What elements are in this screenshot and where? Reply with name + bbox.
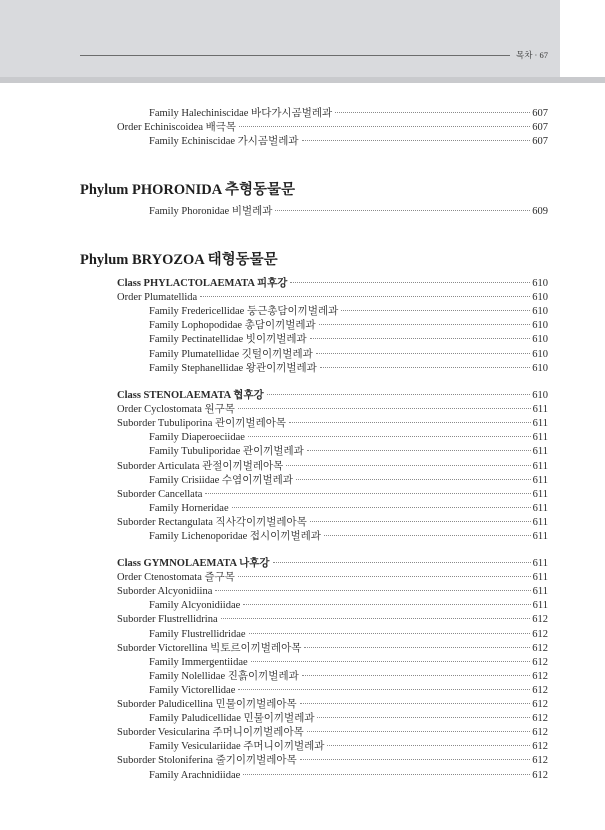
toc-entry-page: 610 bbox=[532, 362, 548, 374]
toc-entry[interactable] bbox=[149, 305, 548, 318]
toc-entry-label: Family Echiniscidae 가시곰벌레과 bbox=[149, 136, 299, 148]
toc-entry-label: Family Plumatellidae 깃털이끼벌레과 bbox=[149, 348, 313, 360]
phylum-phoronida-heading: Phylum PHORONIDA 추형동물문 bbox=[80, 182, 296, 198]
toc-entry-label: Family Stephanellidae 왕관이끼벌레과 bbox=[149, 362, 317, 374]
toc-entry[interactable] bbox=[149, 740, 548, 753]
toc-entry-label: Family Diaperoeciidae bbox=[149, 432, 245, 444]
toc-entry-page: 612 bbox=[532, 741, 548, 753]
dot-leader bbox=[341, 310, 530, 311]
dot-leader bbox=[238, 576, 531, 577]
toc-entry-page: 611 bbox=[532, 600, 548, 612]
toc-entry[interactable] bbox=[149, 362, 548, 375]
toc-entry-page: 612 bbox=[532, 656, 548, 668]
toc-entry[interactable] bbox=[149, 502, 548, 515]
toc-entry-label: Class PHYLACTOLAEMATA 피후강 bbox=[117, 278, 288, 289]
toc-entry-page: 610 bbox=[532, 292, 548, 304]
toc-entry[interactable] bbox=[117, 571, 548, 584]
toc-entry[interactable] bbox=[149, 205, 548, 218]
dot-leader bbox=[302, 675, 531, 676]
toc-entry[interactable] bbox=[117, 642, 548, 655]
toc-entry-label: Family Tubuliporidae 관이끼벌레과 bbox=[149, 446, 304, 458]
toc-entry-label: Class GYMNOLAEMATA 나후강 bbox=[117, 558, 270, 569]
toc-entry-page: 610 bbox=[532, 348, 548, 360]
dot-leader bbox=[327, 745, 530, 746]
dot-leader bbox=[316, 353, 531, 354]
toc-entry-label: Suborder Paludicellina 민물이끼벌레아목 bbox=[117, 699, 297, 710]
toc-entry-page: 612 bbox=[532, 628, 548, 640]
toc-entry-label: Suborder Alcyonidiina bbox=[117, 586, 213, 598]
toc-entry-label: Order Cyclostomata 원구목 bbox=[117, 404, 235, 416]
toc-entry[interactable] bbox=[149, 431, 548, 444]
toc-entry[interactable] bbox=[117, 460, 548, 473]
dot-leader bbox=[243, 774, 530, 775]
toc-entry-label: Class STENOLAEMATA 협후강 bbox=[117, 390, 264, 401]
toc-entry-label: Family Immergentiidae bbox=[149, 656, 248, 668]
toc-entry-label: Suborder Stoloniferina 줄기이끼벌레아목 bbox=[117, 755, 297, 767]
toc-entry[interactable] bbox=[117, 613, 548, 626]
dot-leader bbox=[243, 604, 530, 605]
toc-entry-page: 609 bbox=[532, 206, 548, 217]
toc-entry-page: 611 bbox=[532, 488, 548, 500]
toc-entry-page: 610 bbox=[532, 320, 548, 332]
dot-leader bbox=[290, 282, 530, 283]
dot-leader bbox=[317, 717, 530, 718]
toc-entry[interactable] bbox=[149, 319, 548, 332]
toc-entry-page: 611 bbox=[532, 418, 548, 430]
toc-entry-page: 611 bbox=[532, 502, 548, 514]
toc-entry-label: Family Pectinatellidae 빗이끼벌레과 bbox=[149, 334, 307, 346]
toc-entry[interactable] bbox=[117, 403, 548, 416]
toc-entry-page: 612 bbox=[532, 614, 548, 626]
toc-entry[interactable] bbox=[117, 389, 548, 402]
toc-entry-page: 610 bbox=[532, 278, 548, 289]
toc-entry-label: Family Paludicellidae 민물이끼벌레과 bbox=[149, 713, 315, 725]
toc-entry-page: 612 bbox=[532, 684, 548, 696]
toc-entry-label: Family Nolellidae 진흙이끼벌레과 bbox=[149, 670, 299, 682]
toc-entry[interactable] bbox=[149, 107, 548, 120]
dot-leader bbox=[249, 633, 531, 634]
toc-entry[interactable] bbox=[149, 670, 548, 683]
dot-leader bbox=[307, 731, 531, 732]
dot-leader bbox=[248, 436, 531, 437]
toc-entry-label: Suborder Cancellata bbox=[117, 488, 203, 500]
toc-entry-page: 612 bbox=[532, 713, 548, 725]
toc-entry-page: 610 bbox=[532, 390, 548, 401]
toc-entry[interactable] bbox=[149, 333, 548, 346]
phylum-bryozoa-heading: Phylum BRYOZOA 태형동물문 bbox=[80, 252, 278, 268]
toc-entry-label: Family Horneridae bbox=[149, 502, 229, 514]
dot-leader bbox=[310, 521, 531, 522]
toc-entry-label: Family Halechiniscidae 바다가시곰벌레과 bbox=[149, 108, 333, 119]
toc-entry-label: Suborder Victorellina 빅토르이끼벌레아목 bbox=[117, 642, 302, 654]
toc-entry[interactable] bbox=[117, 585, 548, 598]
running-head: 목차 · 67 bbox=[515, 50, 548, 60]
dot-leader bbox=[319, 324, 531, 325]
toc-entry-page: 611 bbox=[532, 474, 548, 486]
dot-leader bbox=[267, 394, 531, 395]
toc-entry[interactable] bbox=[117, 557, 548, 570]
dot-leader bbox=[238, 689, 530, 690]
toc-entry[interactable] bbox=[149, 599, 548, 612]
toc-entry-page: 611 bbox=[532, 572, 548, 584]
toc-entry[interactable] bbox=[117, 488, 548, 501]
toc-entry-label: Suborder Flustrellidrina bbox=[117, 614, 218, 626]
toc-entry-label: Suborder Rectangulata 직사각이끼벌레아목 bbox=[117, 516, 307, 528]
toc-entry-label: Suborder Articulata 관절이끼벌레아목 bbox=[117, 460, 284, 472]
toc-entry[interactable] bbox=[117, 277, 548, 290]
dot-leader bbox=[320, 367, 530, 368]
toc-entry-page: 612 bbox=[532, 755, 548, 767]
toc-entry-label: Family Victorellidae bbox=[149, 684, 236, 696]
dot-leader bbox=[275, 210, 530, 211]
toc-entry-page: 607 bbox=[532, 122, 548, 134]
toc-entry[interactable] bbox=[117, 417, 548, 430]
toc-entry-page: 611 bbox=[532, 531, 548, 542]
toc-entry-page: 612 bbox=[532, 727, 548, 739]
dot-leader bbox=[286, 465, 530, 466]
toc-entry-label: Order Plumatellida bbox=[117, 292, 198, 304]
dot-leader bbox=[239, 126, 530, 127]
toc-entry-page: 612 bbox=[532, 670, 548, 682]
toc-entry-label: Family Alcyonidiidae bbox=[149, 600, 241, 612]
toc-entry-page: 607 bbox=[532, 108, 548, 119]
toc-entry-label: Family Lichenoporidae 접시이끼벌레과 bbox=[149, 531, 321, 542]
toc-entry-page: 612 bbox=[532, 699, 548, 710]
toc-entry-page: 611 bbox=[532, 460, 548, 472]
toc-entry[interactable] bbox=[149, 712, 548, 725]
toc-entry[interactable] bbox=[149, 445, 548, 458]
toc-entry-page: 611 bbox=[532, 558, 548, 569]
toc-entry-label: Family Crisiidae 수염이끼벌레과 bbox=[149, 474, 293, 486]
toc-entry-label: Order Ctenostomata 즐구목 bbox=[117, 572, 235, 584]
dot-leader bbox=[296, 479, 531, 480]
toc-entry-page: 610 bbox=[532, 306, 548, 318]
toc-entry-page: 611 bbox=[532, 432, 548, 444]
toc-entry-page: 611 bbox=[532, 586, 548, 598]
dot-leader bbox=[221, 618, 531, 619]
toc-entry[interactable] bbox=[149, 135, 548, 148]
dot-leader bbox=[200, 296, 530, 297]
toc-entry-label: Family Flustrellidridae bbox=[149, 628, 246, 640]
toc-entry[interactable] bbox=[117, 121, 548, 134]
toc-entry-label: Family Lophopodidae 총담이끼벌레과 bbox=[149, 320, 316, 332]
toc-entry-page: 611 bbox=[532, 516, 548, 528]
dot-leader bbox=[300, 703, 531, 704]
toc-entry-label: Suborder Vesicularina 주머니이끼벌레아목 bbox=[117, 727, 304, 739]
toc-entry-page: 611 bbox=[532, 404, 548, 416]
dot-leader bbox=[302, 140, 531, 141]
toc-entry[interactable] bbox=[117, 698, 548, 711]
toc-entry-page: 612 bbox=[532, 642, 548, 654]
dot-leader bbox=[307, 450, 531, 451]
toc-entry[interactable] bbox=[149, 628, 548, 641]
toc-entry[interactable] bbox=[149, 348, 548, 361]
dot-leader bbox=[273, 562, 531, 563]
dot-leader bbox=[335, 112, 530, 113]
dot-leader bbox=[205, 493, 530, 494]
dot-leader bbox=[310, 338, 531, 339]
toc-entry[interactable] bbox=[149, 530, 548, 543]
toc-entry[interactable] bbox=[117, 516, 548, 529]
toc-entry-label: Suborder Tubuliporina 관이끼벌레아목 bbox=[117, 418, 287, 430]
toc-entry-label: Family Arachnidiidae bbox=[149, 769, 241, 781]
toc-entry[interactable] bbox=[117, 726, 548, 739]
toc-entry[interactable] bbox=[149, 769, 548, 782]
toc-entry-page: 607 bbox=[532, 136, 548, 148]
dot-leader bbox=[232, 507, 531, 508]
dot-leader bbox=[304, 647, 530, 648]
toc-entry[interactable] bbox=[117, 754, 548, 767]
toc-entry[interactable] bbox=[117, 291, 548, 304]
toc-entry-page: 610 bbox=[532, 334, 548, 346]
dot-leader bbox=[289, 422, 531, 423]
toc-entry[interactable] bbox=[149, 474, 548, 487]
toc-entry-label: Family Fredericellidae 둥근총담이끼벌레과 bbox=[149, 306, 339, 318]
toc-entry-page: 611 bbox=[532, 446, 548, 458]
dot-leader bbox=[238, 408, 531, 409]
toc-entry-label: Order Echiniscoidea 배극목 bbox=[117, 122, 237, 134]
dot-leader bbox=[300, 759, 531, 760]
toc-entry[interactable] bbox=[149, 656, 548, 669]
dot-leader bbox=[324, 535, 531, 536]
toc-entry-label: Family Vesiculariidae 주머니이끼벌레과 bbox=[149, 741, 325, 753]
toc-entry[interactable] bbox=[149, 684, 548, 697]
dot-leader bbox=[251, 661, 531, 662]
toc-entry-label: Family Phoronidae 비벌레과 bbox=[149, 206, 273, 217]
dot-leader bbox=[215, 590, 530, 591]
toc-entry-page: 612 bbox=[532, 769, 548, 781]
